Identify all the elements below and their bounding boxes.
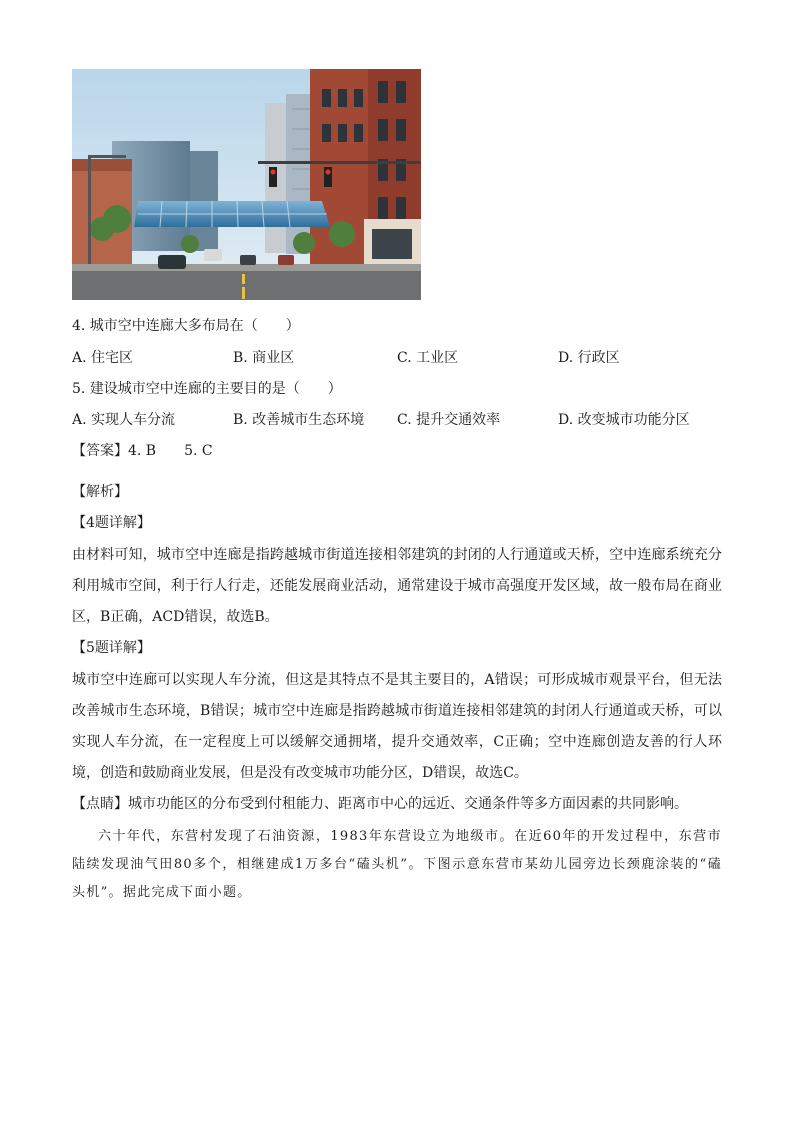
q4-option-b: B. 商业区 [233,350,295,366]
skywalk-street-photo [72,69,421,300]
material-paragraph: 六十年代，东营村发现了石油资源，1983年东营设立为地级市。在近60年的开发过程中，东营市陆续发现油气田80多个，相继建成1万多台“磕头机”。下图示意东营市某幼儿园旁边长颈鹿涂装的“磕头机”。据此完成下面小题。 [72,829,722,900]
q4-option-c: C. 工业区 [397,350,459,366]
answer-text: 4. B 5. C [128,443,213,459]
question-5-stem: 5. 建设城市空中连廊的主要目的是（ ） [72,381,342,397]
detail-5-label: 【5题详解】 [72,640,151,656]
q5-option-a: A. 实现人车分流 [72,412,176,428]
q4-option-d: D. 行政区 [558,350,620,366]
q5-option-b: B. 改善城市生态环境 [233,412,365,428]
q4-option-a: A. 住宅区 [72,350,134,366]
q5-option-c: C. 提升交通效率 [397,412,501,428]
detail-4-text: 由材料可知，城市空中连廊是指跨越城市街道连接相邻建筑的封闭的人行通道或天桥，空中连廊系统充分利用城市空间，利于行人行走，还能发展商业活动，通常建设于城市高强度开发区域，故一般布局在商业区，B正确，ACD错误，故选B。 [72,547,722,625]
q5-option-d: D. 改变城市功能分区 [558,412,690,428]
answer-label: 【答案】 [72,443,128,459]
question-4-stem: 4. 城市空中连廊大多布局在（ ） [72,318,300,334]
tip-text: 城市功能区的分布受到付租能力、距离市中心的远近、交通条件等多方面因素的共同影响。 [128,796,688,812]
tip-line [72,794,688,814]
answer-line [72,441,213,461]
tip-label: 【点睛】 [72,796,128,812]
detail-5-text: 城市空中连廊可以实现人车分流，但这是其特点不是其主要目的，A错误；可形成城市观景平台，但无法改善城市生态环境，B错误；城市空中连廊是指跨越城市街道连接相邻建筑的封闭人行通道或天桥，可以实现人车分流，在一定程度上可以缓解交通拥堵，提升交通效率，C正确；空中连廊创造友善的行人环境，创造和鼓励商业发展，但是没有改变城市功能分区，D错误，故选C。 [72,672,722,781]
analysis-label: 【解析】 [72,484,128,500]
detail-4-label: 【4题详解】 [72,515,151,531]
